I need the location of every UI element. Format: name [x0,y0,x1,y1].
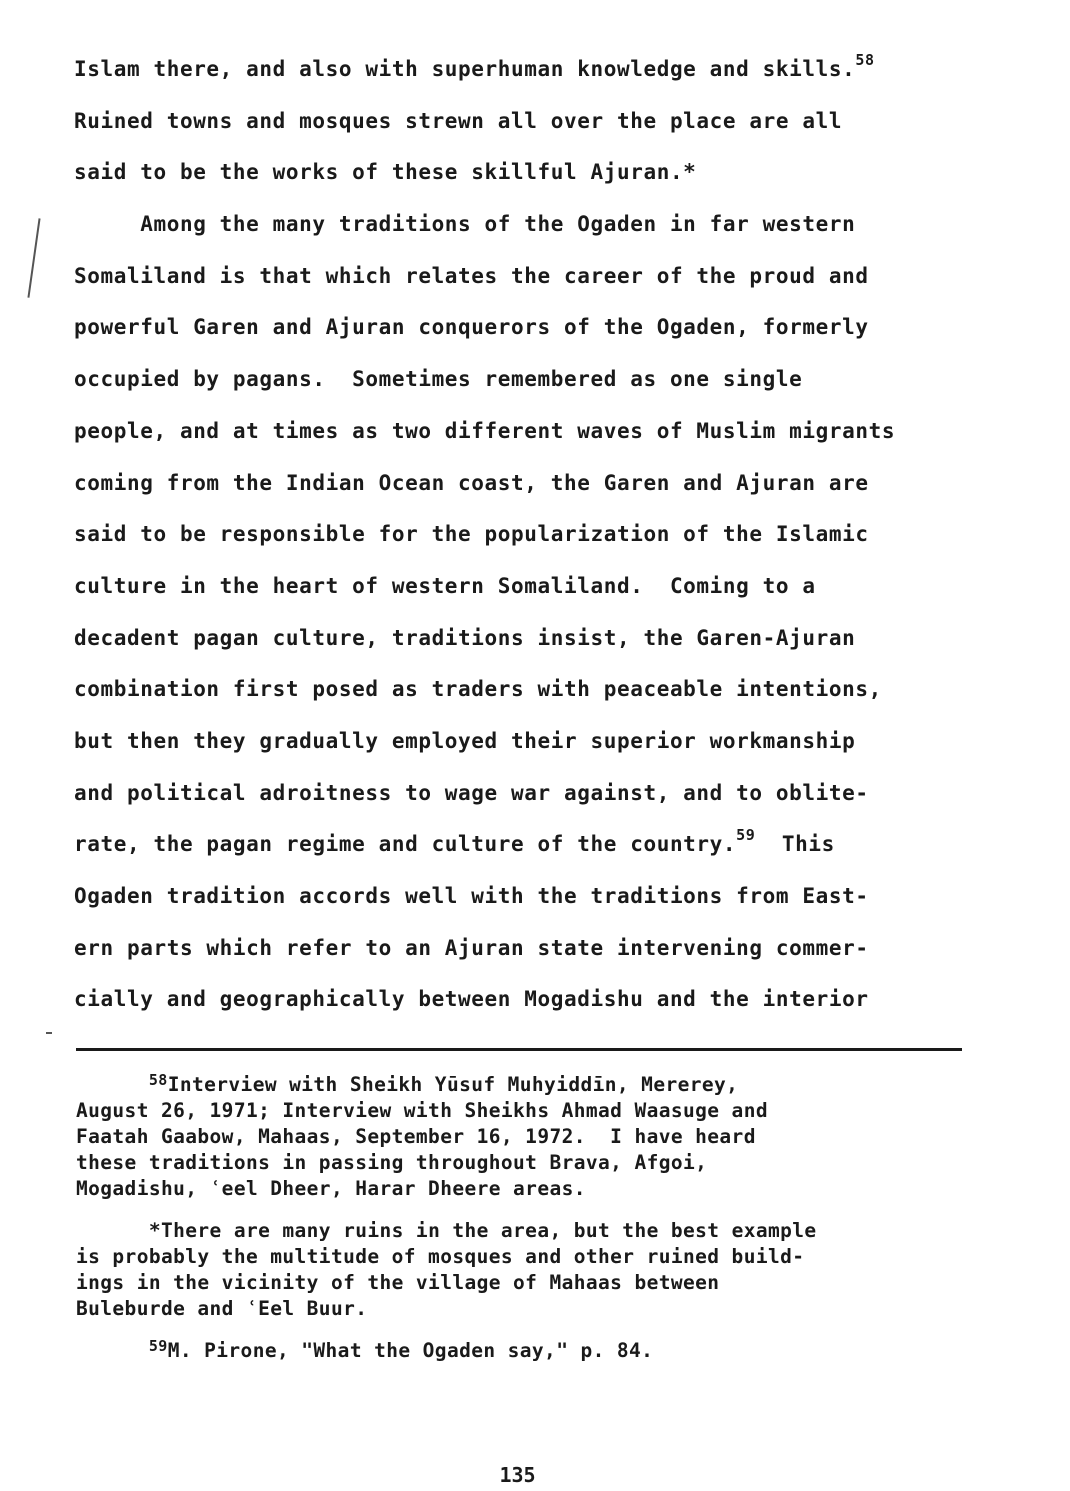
page-number: 135 [499,1463,536,1487]
footnote-line: *There are many ruins in the area, but the best example [148,1219,817,1242]
footnotes [76,1072,1016,1380]
body-line: Ruined towns and mosques strewn all over the place are all [74,108,843,133]
body-line: rate, the pagan regime and culture of the country.$^{59}$ This [74,826,835,857]
footnote-line: these traditions in passing throughout Brava, Afgoi, [76,1151,708,1174]
footnote-line: August 26, 1971; Interview with Sheikhs Ahmad Waasuge and [76,1099,768,1122]
footnote-ref: 59 [736,826,756,845]
body-line: but then they gradually employed their superior workmanship [74,728,856,753]
footnote-line: Mogadishu, ʿeel Dheer, Harar Dheere areas. [76,1177,586,1200]
footnote-line: $^{59}$M. Pirone, "What the Ogaden say," p. 84. [148,1337,654,1362]
body-line: and political adroitness to wage war against, and to oblite- [74,780,869,805]
footnote-divider [76,1048,962,1051]
body-text [74,44,1014,1026]
body-line: said to be the works of these skillful Ajuran.* [74,160,697,185]
footnote-asterisk [76,1218,1016,1322]
body-line: occupied by pagans. Sometimes remembered as one single [74,367,803,392]
body-line: decadent pagan culture, traditions insist, the Garen-Ajuran [74,625,856,650]
footnote-line: is probably the multitude of mosques and other ruined build- [76,1245,805,1268]
body-line: ern parts which refer to an Ajuran state intervening commer- [74,935,869,960]
margin-mark [27,218,40,297]
footnote-59 [76,1338,1016,1364]
footnote-line: Buleburde and ʿEel Buur. [76,1297,368,1320]
footnote-marker: 58 [148,1071,168,1089]
body-line: said to be responsible for the popularization of the Islamic [74,522,869,547]
body-line: Ogaden tradition accords well with the traditions from East- [74,884,869,908]
footnote-ref: 58 [855,51,875,69]
footnote-58 [76,1072,1016,1202]
margin-mark [46,1032,52,1034]
body-line: Somaliland is that which relates the career of the proud and [74,263,869,288]
body-line: culture in the heart of western Somaliland. Coming to a [74,573,816,598]
body-line: powerful Garen and Ajuran conquerors of the Ogaden, formerly [74,315,869,340]
footnote-marker: 59 [148,1337,168,1355]
body-line: cially and geographically between Mogadishu and the interior [74,987,869,1012]
footnote-line: $^{58}$Interview with Sheikh Yūsuf Muhyiddīn, Mererey, [148,1071,739,1096]
body-line: coming from the Indian Ocean coast, the Garen and Ajuran are [74,470,869,495]
body-line: people, and at times as two different waves of Muslim migrants [74,418,896,443]
body-line: combination first posed as traders with peaceable intentions, [74,677,882,702]
footnote-line: Faatah Gaabow, Mahaas, September 16, 1972. I have heard [76,1125,756,1148]
body-line: Islam there, and also with superhuman knowledge and skills.$^{58}$ [74,51,875,81]
footnote-line: ings in the vicinity of the village of Mahaas between [76,1271,720,1294]
body-line: Among the many traditions of the Ogaden in far western [74,212,856,237]
